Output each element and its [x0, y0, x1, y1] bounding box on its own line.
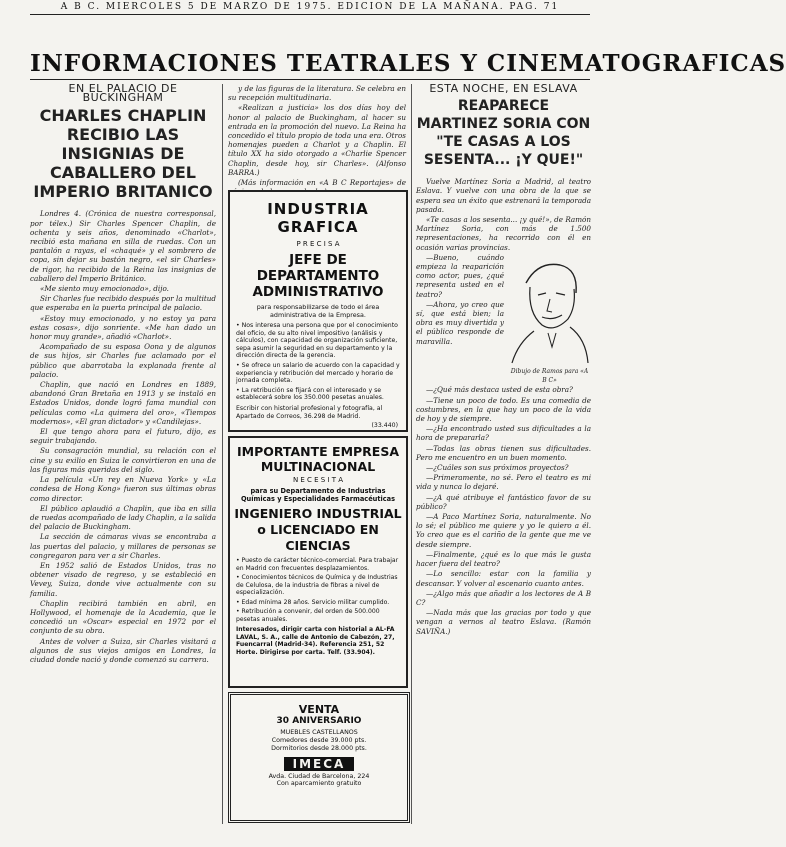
middle-intro — [228, 84, 406, 196]
ad3-logo: IMECA — [284, 757, 354, 771]
ad2-for: para su Departamento de Industrias Químicas y Especialidades Farmacéuticas — [240, 487, 396, 503]
column-rule-2 — [411, 84, 412, 824]
ad-multinacional — [228, 436, 408, 688]
left-section-label: EN EL PALACIO DE BUCKINGHAM — [68, 82, 178, 105]
ad-bullet-text: Puesto de carácter técnico-comercial. Para trabajar en Madrid con frecuentes desplazamientos. — [236, 557, 399, 572]
paragraph: —¿A qué atribuye el fantástico favor de su público? — [416, 492, 591, 511]
ad3-subtitle: 30 ANIVERSARIO — [276, 716, 362, 726]
masthead: A B C. MIERCOLES 5 DE MARZO DE 1975. EDICION DE LA MAÑANA. PAG. 71 — [60, 2, 560, 12]
ad2-role: INGENIERO INDUSTRIAL o LICENCIADO EN CIENCIAS — [234, 506, 402, 553]
ad-industria-grafica — [228, 190, 408, 432]
paragraph: y de las figuras de la literatura. Se celebra en su recepción multitudinaria. — [228, 84, 406, 103]
bullet-icon: • — [236, 608, 242, 615]
bullet-icon: • — [236, 322, 242, 329]
paragraph: —Bueno, cuándo empieza la reaparición como actor, pues, ¿qué representa usted en el teatro? — [416, 252, 504, 299]
ad-bullet-text: Edad mínima 28 años. Servicio militar cumplido. — [241, 598, 390, 606]
paragraph: —Tiene un poco de todo. Es una comedia de costumbres, en la que hay un poco de la vida de hoy y de siempre. — [416, 395, 591, 424]
ad3-line: Comedores desde 39.000 pts. — [271, 737, 367, 744]
paragraph: —¿Qué más destaca usted de esta obra? — [426, 385, 573, 395]
paragraph: «Realizan a justicia» los dos días hoy del honor al palacio de Buckingham, al hacer su entrada en la promoción del nuevo. La Reina ha concedido el título propio de toda una era. Otros homenajes pueden a Charlot y a Chaplin. El título XX ha sido otorgado a «Charlie Spencer Chaplin, desde hoy, sir Charles». (Alfonso BARRA.) — [228, 103, 406, 177]
ad1-code: (33.440) — [371, 422, 398, 430]
ad-bullet — [236, 599, 400, 607]
paragraph: Vuelve Martínez Soria a Madrid, al teatro Eslava. Y vuelve con una obra de la que se espera sea un éxito que estrenará la temporada pasada. — [416, 177, 591, 214]
paragraph: —¿Algo más que añadir a los lectores de A B C? — [416, 588, 591, 607]
paragraph: La sección de cámaras vivas se encontraba a las puertas del palacio, y millares de personas se congregaron para ver a sir Charles. — [30, 532, 216, 560]
paragraph: La película «Un rey en Nueva York» y «La condesa de Hong Kong» fueron sus últimas obras como director. — [30, 475, 216, 503]
ad2-necesita: N E C E S I T A — [292, 476, 344, 484]
ad-imeca — [228, 692, 410, 823]
paragraph: Londres 4. (Crónica de nuestra corresponsal, por télex.) Sir Charles Spencer Chaplin, de ochenta y seis años, denominado «Charlot», recibió esta mañana en silla de ruedas. Con un pantalón a rayas, el «chaqué» y el sombrero de copa, sin dejar su bastón negro, «el sir Charles» de rigor, ha recibido de la Reina las insignias de caballero del Imperio Británico. — [30, 209, 216, 283]
ad1-precisa: P R E C I S A — [296, 240, 340, 248]
right-headline: REAPARECE MARTINEZ SORIA CON "TE CASAS A LOS SESENTA... ¡Y QUE!" — [416, 98, 591, 169]
bullet-icon: • — [236, 361, 242, 369]
left-headline: CHARLES CHAPLIN RECIBIO LAS INSIGNIAS DE CABALLERO DEL IMPERIO BRITANICO — [33, 106, 213, 202]
paragraph: —Lo sencillo: estar con la familia y descansar. Y volver al escenario cuanto antes. — [416, 569, 591, 588]
middle-column — [228, 84, 406, 197]
paragraph: Acompañado de su esposa Oona y de algunos de sus hijos, sir Charles fue aclamado por el público que abarrotaba la explanada frente al palacio. — [30, 342, 216, 379]
paragraph: «Te casas a los sesenta... ¡y qué!», de Ramón Martínez Soria, con más de 1.500 representaciones, ha recorrido con él en ocasión varias provincias. — [416, 215, 591, 252]
ad-bullet-text: Se ofrece un salario de acuerdo con la capacidad y experiencia y retribución del mercado y horario de jornada completa. — [236, 361, 400, 385]
bullet-icon: • — [236, 557, 242, 564]
ad1-role: JEFE DE DEPARTAMENTO ADMINISTRATIVO — [252, 252, 384, 300]
ad2-footer: Interesados, dirigir carta con historial a AL-FA LAVAL, S. A., calle de Antonio de Cabezón, 27, Fuencarral (Madrid-34). Referencia 251, 52 Horte. Dirigirse por carta. Telf. (33.904). — [236, 626, 395, 656]
ad1-title: INDUSTRIA GRAFICA — [267, 200, 369, 236]
right-column — [416, 84, 591, 637]
paragraph: Chaplin recibirá también en abril, en Hollywood, el homenaje de la Academia, que le concedió un «Oscar» especial en 1972 por el conjunto de su obra. — [30, 598, 216, 636]
ad1-bullets — [236, 322, 400, 402]
ad-bullet — [236, 322, 400, 360]
ad3-line: Dormitorios desde 28.000 pts. — [271, 745, 367, 752]
bullet-icon: • — [236, 598, 242, 606]
bullet-icon: • — [236, 574, 242, 581]
ad3-line: MUEBLES CASTELLANOS — [280, 729, 358, 736]
ad3-note: Con aparcamiento gratuito — [276, 780, 362, 787]
ad-bullet — [236, 608, 400, 623]
paragraph: Chaplin, que nació en Londres en 1889, abandonó Gran Bretaña en 1913 y se instaló en Estados Unidos, donde logró fama mundial con películas como «La quimera del oro», «Tiempos modernos», «El gran dictador» y «Candilejas». — [30, 380, 216, 426]
portrait-caption: Dibujo de Ramos para «A B C» — [510, 368, 589, 385]
paragraph: —Todas las obras tienen sus dificultades. Pero me encuentro en un buen momento. — [416, 443, 591, 462]
paragraph: «Me siento muy emocionado», dijo. — [40, 284, 169, 294]
ad-bullet — [236, 362, 400, 385]
paragraph: —Ahora, yo creo que sí, que está bien; la obra es muy divertida y el público responde de maravilla. — [416, 299, 504, 346]
ad3-title: VENTA — [298, 703, 340, 716]
ad2-title: IMPORTANTE EMPRESA MULTINACIONAL — [236, 444, 400, 474]
paragraph: El que tengo ahora para el futuro, dijo, es seguir trabajando. — [30, 427, 216, 446]
paragraph: Antes de volver a Suiza, sir Charles visitará a algunos de sus viejos amigos en Londres, la ciudad donde nació y donde comenzó su carrera. — [30, 636, 216, 664]
ad3-lines — [231, 729, 407, 753]
paragraph: —¿Ha encontrado usted sus dificultades a la hora de prepararla? — [416, 424, 591, 443]
ad-bullet-text: Conocimientos técnicos de Química y de Industrias de Celulosa, de la industria de fibras a nivel de especialización. — [236, 574, 398, 596]
right-body-top — [416, 177, 591, 252]
ad-bullet — [236, 574, 400, 597]
left-body — [30, 209, 216, 664]
ad1-footer: Escribir con historial profesional y fotografía, al Apartado de Correos, 36.298 de Madrid. — [236, 404, 383, 420]
paragraph: «Estoy muy emocionado, y no estoy ya para estas cosas», dijo sonriente. «Me han dado un honor muy grande», añadió «Charlot». — [30, 313, 216, 342]
ad-bullet — [236, 387, 400, 402]
banner-rule — [30, 79, 590, 80]
ad-bullet — [236, 557, 400, 572]
paragraph: —Primeramente, no sé. Pero el teatro es mi vida y nunca lo dejaré. — [416, 473, 591, 492]
page-banner: INFORMACIONES TEATRALES Y CINEMATOGRAFICAS — [30, 50, 786, 77]
right-body-bottom — [416, 385, 591, 635]
paragraph: (Más información en «A B C Reportajes» de — [238, 178, 406, 188]
paragraph: En 1952 salió de Estados Unidos, tras no obtener visado de regreso, y se estableció en Vevey, Suiza, donde vive actualmente con su familia. — [30, 560, 216, 598]
top-rule — [30, 14, 590, 15]
paragraph: —A Paco Martínez Soria, naturalmente. No lo sé; el público me quiere y yo le quiero a él. Yo creo que es el cariño de la gente que me ve desde siempre. — [416, 512, 591, 549]
portrait-drawing — [508, 253, 591, 365]
portrait-row — [416, 253, 591, 386]
paragraph: Su consagración mundial, su relación con el cine y su exilio en Suiza le convirtieron en una de las figuras más queridas del siglo. — [30, 446, 216, 474]
column-rule-1 — [222, 84, 223, 824]
portrait-sketch — [508, 253, 591, 386]
paragraph: —¿Cuáles son sus próximos proyectos? — [426, 463, 569, 473]
left-column — [30, 84, 216, 665]
ad3-address: Avda. Ciudad de Barcelona, 224 — [268, 773, 370, 780]
right-section-label: ESTA NOCHE, EN ESLAVA — [429, 82, 578, 95]
bullet-icon: • — [236, 386, 242, 394]
ad-bullet-text: La retribución se fijará con el interesado y se establecerá sobre los 350.000 pesetas anuales. — [236, 386, 384, 402]
paragraph: —Finalmente, ¿qué es lo que más le gusta hacer fuera del teatro? — [416, 549, 591, 569]
ad-bullet-text: Nos interesa una persona que por el conocimiento del oficio, de su alto nivel impositivo (análisis y cálculos), con capacidad de organización suficiente, sepa asumir la seguridad en su departamento y la dirección directa de la gerencia. — [236, 322, 398, 360]
right-body-side — [416, 253, 504, 386]
paragraph: —Nada más que las gracias por todo y que vengan a vernos al teatro Eslava. (Ramón SAVIÑA.) — [416, 608, 591, 636]
ad1-intro: para responsabilizarse de todo el área administrativa de la Empresa. — [256, 303, 380, 319]
ad-bullet-text: Retribución a convenir, del orden de 500.000 pesetas anuales. — [236, 608, 380, 623]
paragraph: El público aplaudió a Chaplin, que iba en silla de ruedas acompañado de lady Chaplin, a la salida del palacio de Buckingham. — [30, 503, 216, 532]
paragraph: Sir Charles fue recibido después por la multitud que esperaba en la puerta principal de palacio. — [30, 294, 216, 313]
ad2-bullets — [236, 557, 400, 623]
